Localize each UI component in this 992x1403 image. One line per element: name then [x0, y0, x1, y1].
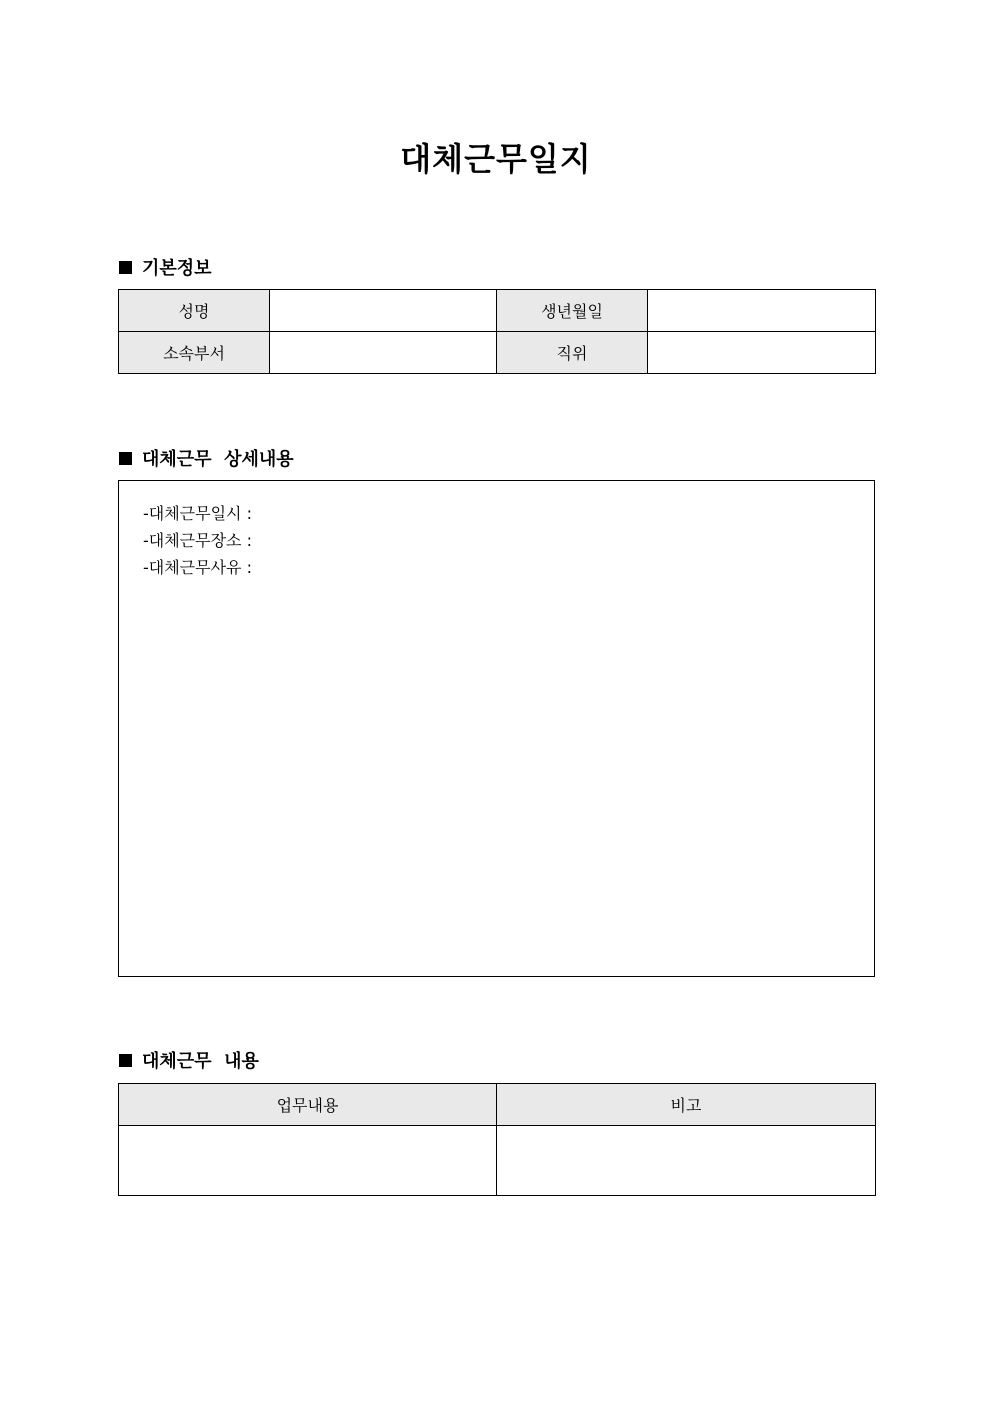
- name-field[interactable]: [270, 290, 497, 332]
- basic-info-heading-text: 기본정보: [142, 258, 212, 279]
- detail-line-datetime: -대체근무일시 :: [143, 504, 252, 523]
- position-field[interactable]: [648, 332, 876, 374]
- square-bullet-icon: [119, 1054, 132, 1067]
- details-heading-text: 대체근무 상세내용: [142, 449, 294, 470]
- document-title: 대체근무일지: [400, 140, 592, 178]
- department-field[interactable]: [270, 332, 497, 374]
- work-table: [118, 1083, 876, 1196]
- basic-info-table: [118, 289, 876, 374]
- details-lines: [143, 500, 252, 581]
- name-label: 성명: [119, 290, 270, 332]
- square-bullet-icon: [119, 452, 132, 465]
- work-heading: [119, 1047, 259, 1073]
- table-row: [119, 290, 876, 332]
- position-label: 직위: [497, 332, 648, 374]
- detail-line-place: -대체근무장소 :: [143, 531, 252, 550]
- remarks-header: 비고: [497, 1084, 876, 1126]
- work-content-header: 업무내용: [119, 1084, 497, 1126]
- remarks-cell[interactable]: [497, 1126, 876, 1196]
- table-row: [119, 332, 876, 374]
- work-content-cell[interactable]: [119, 1126, 497, 1196]
- table-row: [119, 1126, 876, 1196]
- department-label: 소속부서: [119, 332, 270, 374]
- square-bullet-icon: [119, 261, 132, 274]
- detail-line-reason: -대체근무사유 :: [143, 558, 252, 577]
- details-heading: [119, 445, 294, 471]
- details-box[interactable]: [118, 480, 875, 977]
- table-header-row: [119, 1084, 876, 1126]
- birthdate-label: 생년월일: [497, 290, 648, 332]
- birthdate-field[interactable]: [648, 290, 876, 332]
- work-heading-text: 대체근무 내용: [142, 1051, 259, 1072]
- basic-info-heading: [119, 254, 212, 280]
